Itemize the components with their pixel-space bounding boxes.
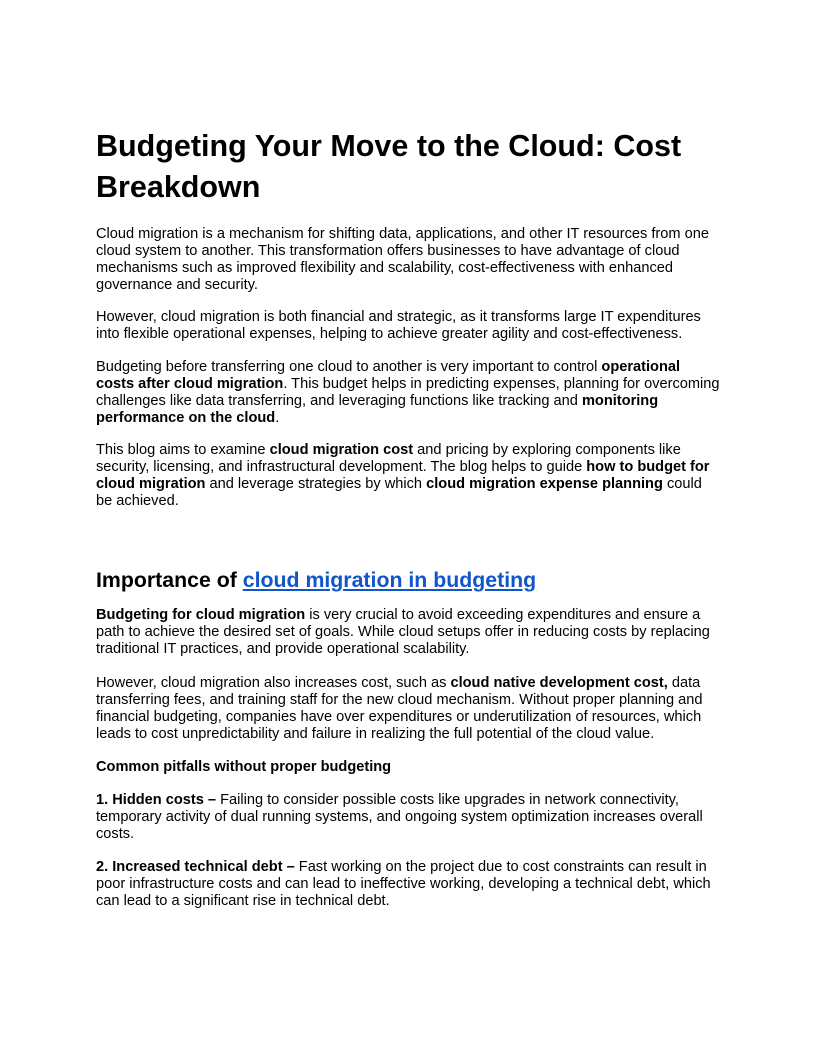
section-heading bbox=[96, 565, 720, 595]
pitfall-1-label: 1. Hidden costs – bbox=[96, 792, 217, 808]
pitfall-item-2 bbox=[96, 859, 720, 910]
section-paragraph-1 bbox=[96, 607, 720, 658]
text-run: and pricing by exploring components like security, licensing, and infrastructural development. The blog helps to guide bbox=[96, 442, 681, 475]
bold-phrase-operational-costs: operational costs after cloud migration bbox=[96, 359, 681, 392]
intro-paragraph-3 bbox=[96, 359, 720, 427]
pitfall-item-1 bbox=[96, 792, 720, 843]
text-run: This blog aims to examine bbox=[96, 442, 270, 458]
text-run: . bbox=[275, 410, 280, 426]
text-run: Budgeting before transferring one cloud to another is very important to control bbox=[96, 359, 602, 375]
pitfall-2-label: 2. Increased technical debt – bbox=[96, 859, 295, 875]
intro-paragraph-1: Cloud migration is a mechanism for shifting data, applications, and other IT resources from one cloud system to another. This transformation offers businesses to have advantage of cloud mechanisms such as improved flexibility and scalability, cost-effectiveness with enhanced governance and security. bbox=[96, 226, 709, 293]
bold-phrase-budgeting-for-cloud-migration: Budgeting for cloud migration bbox=[96, 607, 306, 623]
text-run: and leverage strategies by which bbox=[205, 476, 427, 492]
pitfall-1-text: Failing to consider possible costs like upgrades in network connectivity, temporary activity of dual running systems, and ongoing system optimization increases overall costs. bbox=[96, 792, 703, 842]
pitfalls-heading bbox=[96, 759, 720, 776]
pitfall-2-text: Fast working on the project due to cost constraints can result in poor infrastructure costs and can lead to ineffective working, developing a technical debt, which can lead to a significant rise in technical debt. bbox=[96, 859, 711, 909]
text-run: However, cloud migration also increases cost, such as bbox=[96, 675, 451, 691]
bold-phrase-cloud-native-cost: cloud native development cost, bbox=[450, 675, 668, 691]
text-run: is very crucial to avoid exceeding expenditures and ensure a path to achieve the desired set of goals. While cloud setups offer in reducing costs by replacing traditional IT practices, and provide operational scalability. bbox=[96, 607, 710, 657]
text-run: could be achieved. bbox=[96, 476, 702, 509]
bold-phrase-how-to-budget: how to budget for cloud migration bbox=[96, 459, 710, 492]
bold-phrase-monitoring-performance: monitoring performance on the cloud bbox=[96, 393, 659, 426]
pitfalls-heading-text: Common pitfalls without proper budgeting bbox=[96, 759, 392, 775]
bold-phrase-cloud-migration-cost: cloud migration cost bbox=[269, 442, 414, 458]
text-run: data transferring fees, and training staff for the new cloud mechanism. Without proper planning and financial budgeting, companies have over expenditures or underutilization of resources, which leads to cost unpredictability and failure in realizing the full potential of the cloud value. bbox=[96, 675, 703, 742]
intro-paragraph-2: However, cloud migration is both financial and strategic, as it transforms large IT expenditures into flexible operational expenses, helping to achieve greater agility and cost-effectiveness. bbox=[96, 309, 701, 342]
cloud-migration-budgeting-link[interactable]: cloud migration in budgeting bbox=[242, 568, 537, 592]
bold-phrase-expense-planning: cloud migration expense planning bbox=[426, 476, 663, 492]
section-paragraph-2 bbox=[96, 675, 720, 743]
text-run: . This budget helps in predicting expenses, planning for overcoming challenges like data transferring, and leveraging functions like tracking and bbox=[96, 376, 720, 409]
intro-paragraph-4 bbox=[96, 442, 720, 510]
section-heading-prefix: Importance of bbox=[96, 568, 243, 592]
page-title: Budgeting Your Move to the Cloud: Cost Breakdown bbox=[96, 129, 682, 204]
